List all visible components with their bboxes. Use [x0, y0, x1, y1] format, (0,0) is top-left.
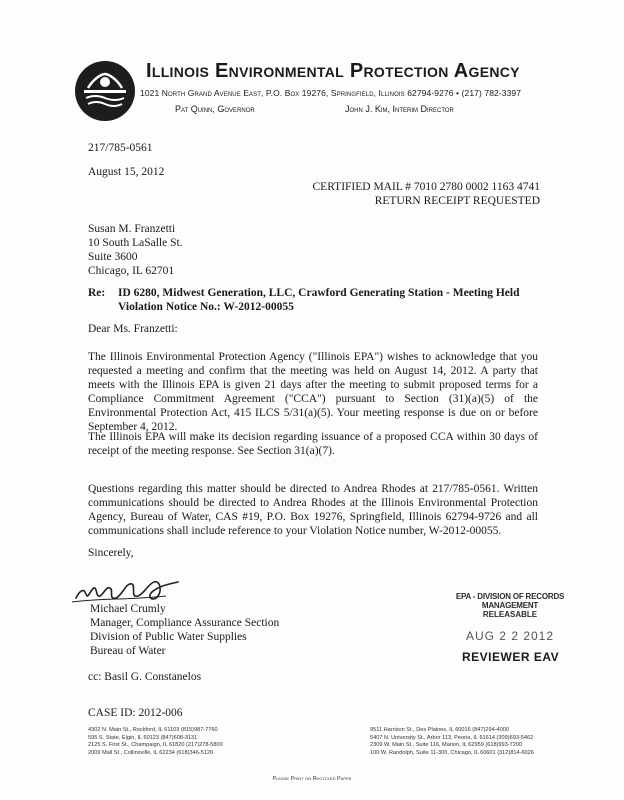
certified-mail-number: CERTIFIED MAIL # 7010 2780 0002 1163 4741 — [312, 181, 540, 193]
phone-number: 217/785-0561 — [88, 142, 153, 154]
office-address: 100 W. Randolph, Suite 11-300, Chicago, IL 60601 (312)814-6026 — [370, 749, 534, 756]
records-stamp — [440, 592, 580, 643]
reviewer-stamp: REVIEWER EAV — [462, 650, 560, 664]
recipient-line: Suite 3600 — [88, 251, 138, 263]
recipient-line: 10 South LaSalle St. — [88, 237, 183, 249]
director-name: John J. Kim, Interim Director — [345, 104, 454, 114]
stamp-releasable: RELEASABLE — [482, 610, 538, 619]
office-address: 595 S. State, Elgin, IL 60123 (847)608-3131 — [88, 734, 198, 741]
office-list-right — [370, 727, 534, 757]
agency-seal-icon — [74, 60, 136, 122]
cc-line: cc: Basil G. Constanelos — [88, 671, 202, 683]
agency-name: Illinois Environmental Protection Agency — [146, 60, 520, 82]
office-list-left — [88, 727, 223, 757]
re-line-1: ID 6280, Midwest Generation, LLC, Crawford Generating Station - Meeting Held — [118, 287, 520, 299]
office-address: 5407 N. University St., Arbor 113, Peoria, IL 61614 (309)693-5462 — [370, 734, 534, 741]
closing: Sincerely, — [88, 547, 134, 559]
case-id: CASE ID: 2012-006 — [88, 707, 183, 719]
office-address: 2009 Mall St., Collinsville, IL 62234 (618)346-5120 — [88, 749, 214, 756]
office-address: 4302 N. Main St., Rockford, IL 61103 (815)987-7760 — [88, 727, 218, 733]
office-address: 9511 Harrison St., Des Plaines, IL 60016 (847)294-4000 — [370, 727, 509, 733]
recycle-note: Please Print on Recycled Paper — [272, 776, 352, 782]
return-receipt: RETURN RECEIPT REQUESTED — [374, 195, 540, 207]
recipient-address — [88, 222, 183, 278]
signer-division: Division of Public Water Supplies — [90, 631, 247, 643]
stamp-date: AUG 2 2 2012 — [465, 629, 555, 643]
certified-mail-block — [313, 180, 541, 208]
recipient-line: Susan M. Franzetti — [88, 223, 176, 235]
re-subject — [118, 286, 520, 314]
stamp-division: EPA - DIVISION OF RECORDS MANAGEMENT — [455, 592, 565, 610]
recipient-line: Chicago, IL 62701 — [88, 265, 175, 277]
body-paragraph: Questions regarding this matter should be directed to Andrea Rhodes at 217/785-0561. Written communications should be directed to Andrea Rhodes at the Illinois Environmental Protection Agency, Bureau of Water, CAS #19, P.O. Box 19276, Springfield, Illinois 62794-9726 and all communications shall include reference to your Violation Notice number, W-2012-00055. — [88, 483, 538, 537]
office-address: 2125 S. First St., Champaign, IL 61820 (217)278-5800 — [88, 742, 223, 748]
signer-block — [90, 602, 279, 658]
signer-name: Michael Crumly — [90, 603, 166, 615]
body-paragraph: The Illinois Environmental Protection Agency ("Illinois EPA") wishes to acknowledge that you requested a meeting and confirm that the meeting was held on August 14, 2012. A party that meets with the Illinois EPA is given 21 days after the meeting to submit proposed terms for a Compliance Commitment Agreement ("CCA") pursuant to Section (31)(a)(5) of the Environmental Protection Act, 415 ILCS 5/31(a)(5). Your meeting response is due on or before September 4, 2012. — [88, 351, 538, 433]
re-label: Re: — [88, 287, 106, 299]
signer-bureau: Bureau of Water — [90, 645, 166, 657]
signer-title: Manager, Compliance Assurance Section — [90, 617, 280, 629]
letter-date: August 15, 2012 — [88, 166, 165, 178]
re-line-2: Violation Notice No.: W-2012-00055 — [118, 301, 294, 313]
office-address: 2309 W. Main St., Suite 116, Marion, IL 62959 (618)993-7200 — [370, 742, 523, 748]
governor-name: Pat Quinn, Governor — [175, 104, 255, 114]
agency-address: 1021 North Grand Avenue East, P.O. Box 19276, Springfield, Illinois 62794-9276 • (217) 782-3397 — [140, 88, 522, 98]
salutation: Dear Ms. Franzetti: — [88, 323, 178, 335]
body-paragraph: The Illinois EPA will make its decision regarding issuance of a proposed CCA within 30 days of receipt of the meeting response. See Section 31(a)(7). — [88, 431, 538, 457]
